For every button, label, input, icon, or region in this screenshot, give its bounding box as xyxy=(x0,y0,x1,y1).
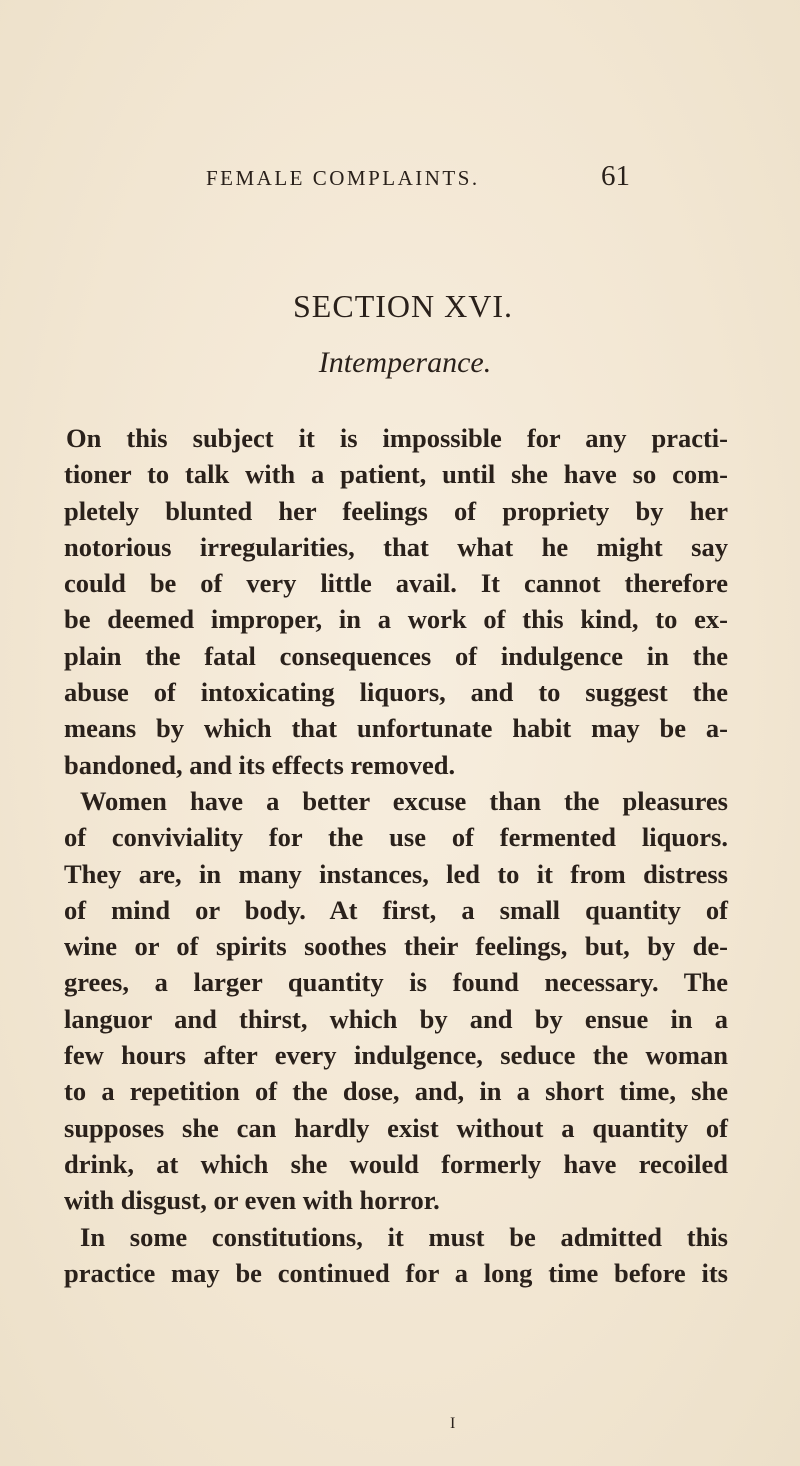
page-number: 61 xyxy=(601,160,630,192)
text-line: wine or of spirits soothes their feelings, but, by de- xyxy=(64,931,728,962)
text-line: practice may be continued for a long time before its xyxy=(64,1257,728,1288)
body-text xyxy=(64,420,728,1291)
text-line: tioner to talk with a patient, until she have so com- xyxy=(64,459,728,490)
text-line: of conviviality for the use of fermented liquors. xyxy=(64,822,728,853)
text-line: On this subject it is impossible for any practi- xyxy=(66,423,728,453)
text-line: of mind or body. At first, a small quantity of xyxy=(64,894,728,925)
text-line: be deemed improper, in a work of this kind, to ex- xyxy=(64,604,728,635)
text-line: with disgust, or even with horror. xyxy=(64,1185,440,1216)
running-title: FEMALE COMPLAINTS. xyxy=(206,166,480,190)
text-line: could be of very little avail. It cannot therefore xyxy=(64,568,728,599)
section-subtitle: Intemperance. xyxy=(318,346,492,379)
running-head xyxy=(0,160,800,200)
text-line: bandoned, and its effects removed. xyxy=(64,749,456,780)
text-line: notorious irregularities, that what he might say xyxy=(64,531,728,562)
text-line: grees, a larger quantity is found necessary. The xyxy=(64,967,728,998)
text-line: drink, at which she would formerly have recoiled xyxy=(64,1148,728,1179)
text-line: to a repetition of the dose, and, in a short time, she xyxy=(64,1076,728,1107)
text-line: plain the fatal consequences of indulgence in the xyxy=(64,640,728,671)
section-heading: SECTION XVI. xyxy=(293,288,513,324)
text-line: They are, in many instances, led to it from distress xyxy=(64,858,728,889)
text-line: pletely blunted her feelings of propriety by her xyxy=(64,495,728,526)
text-line: In some constitutions, it must be admitted this xyxy=(80,1221,728,1252)
text-line: languor and thirst, which by and by ensue in a xyxy=(64,1003,728,1034)
text-line: means by which that unfortunate habit may be a- xyxy=(64,713,728,744)
text-line: abuse of intoxicating liquors, and to suggest the xyxy=(64,677,728,708)
signature-mark: I xyxy=(450,1415,456,1432)
text-line: few hours after every indulgence, seduce the woman xyxy=(64,1040,728,1071)
text-line: Women have a better excuse than the pleasures xyxy=(80,785,728,816)
text-line: supposes she can hardly exist without a quantity of xyxy=(64,1112,728,1143)
